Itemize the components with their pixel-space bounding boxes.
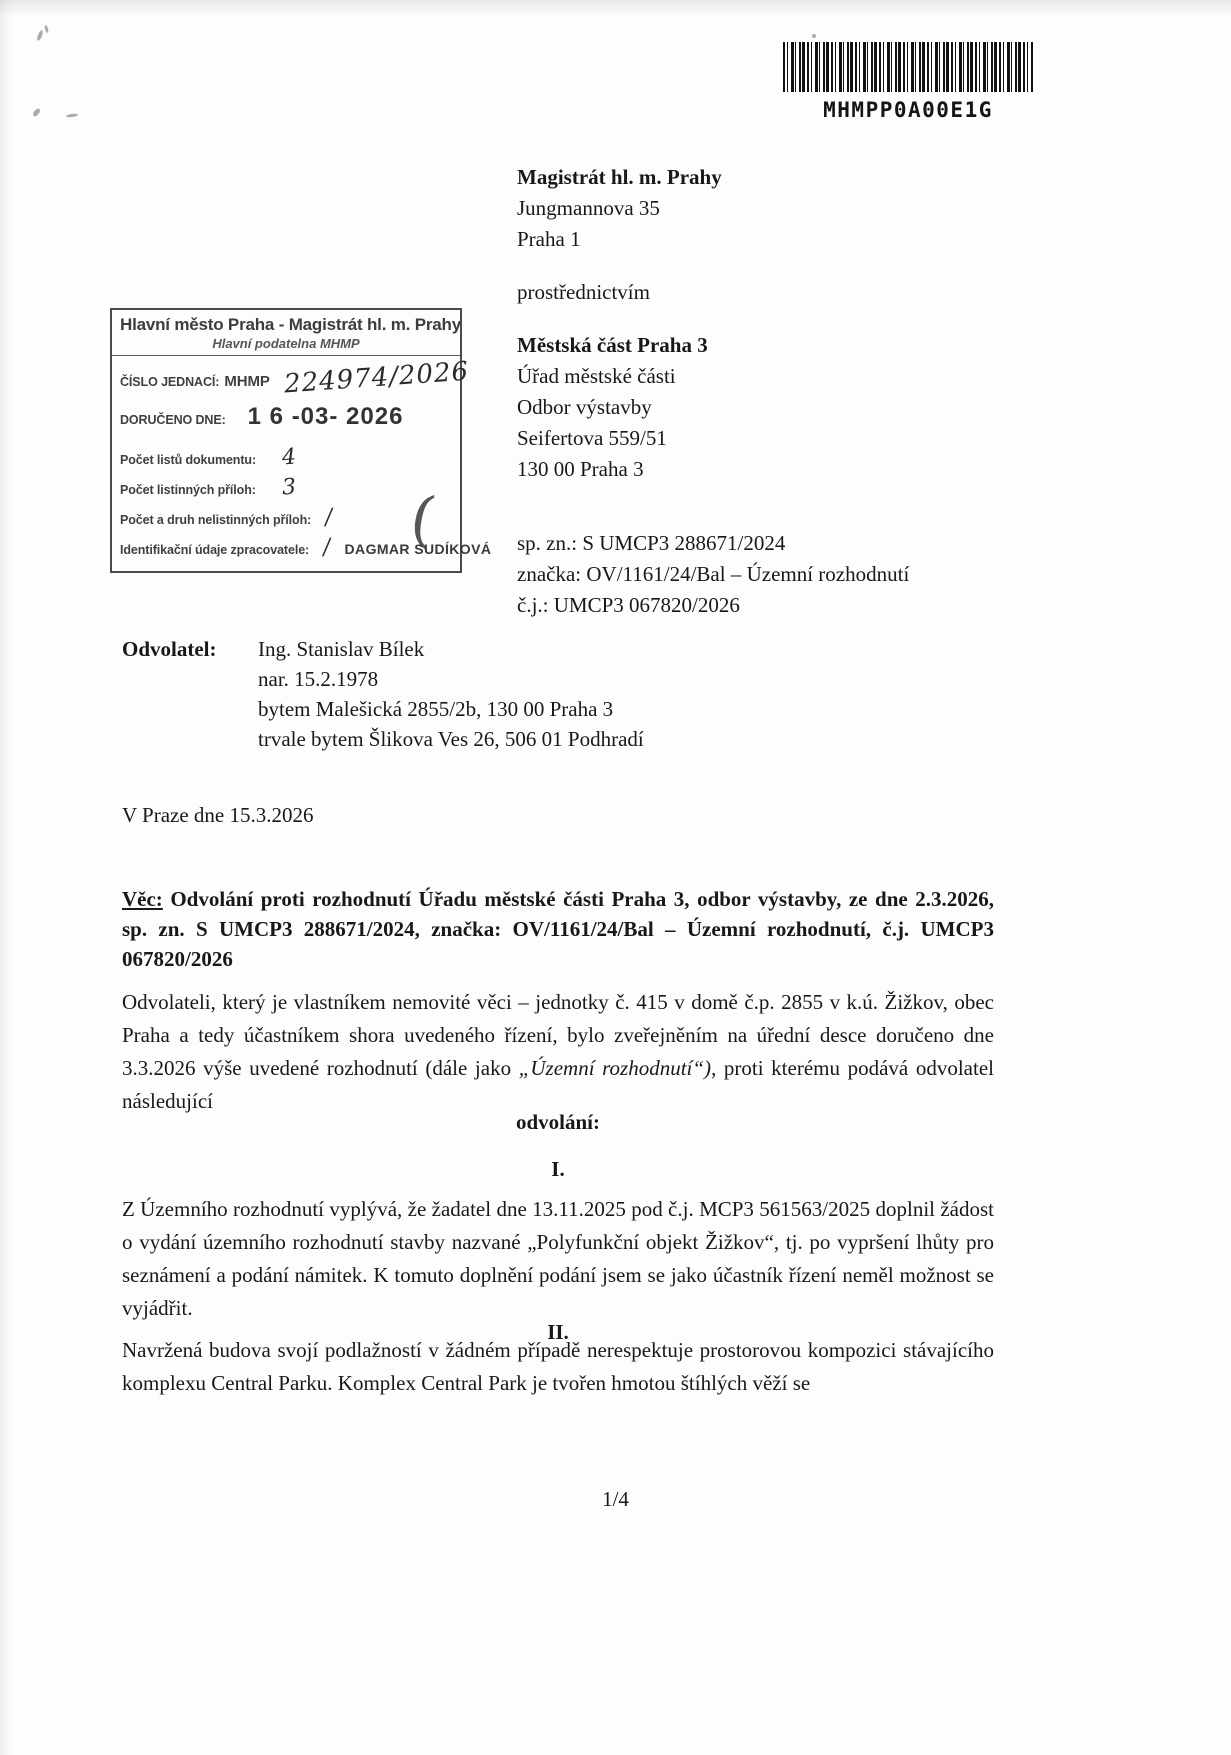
stamp-delivery-date-value: 1 6 -03- 2026 bbox=[247, 403, 404, 430]
stamp-reference-number-value: 224974/2026 bbox=[282, 356, 470, 400]
appellant-permanent-address: trvale bytem Šlikova Ves 26, 506 01 Podhradí bbox=[258, 727, 644, 751]
scan-edge-shadow-top bbox=[0, 0, 1231, 16]
stamp-processor-value: DAGMAR SUDÍKOVÁ bbox=[344, 541, 492, 557]
place-and-date: V Praze dne 15.3.2026 bbox=[122, 803, 314, 827]
stamp-signature-mark: ( bbox=[404, 482, 440, 556]
stamp-office-title: Hlavní město Praha - Magistrát hl. m. Prahy bbox=[120, 315, 461, 334]
appellant-born: nar. 15.2.1978 bbox=[258, 667, 379, 691]
section-i-paragraph: Z Územního rozhodnutí vyplývá, že žadatel dne 13.11.2025 pod č.j. MCP3 561563/2025 doplnil žádost o vydání územního rozhodnutí stavby nazvané „Polyfunkční objekt Žižkov“, tj. po vypršení lhůty pro seznámení a podání námitek. K tomuto doplnění podání jsem se jako účastník řízení neměl možnost se vyjádřit. bbox=[122, 1197, 994, 1320]
barcode-label: MHMPP0A00E1G bbox=[823, 98, 993, 122]
scan-speck bbox=[44, 25, 49, 34]
stamp-row-nonpaper-attachments bbox=[120, 505, 452, 530]
stamp-row-sheet-count bbox=[120, 445, 452, 470]
page-number: 1/4 bbox=[602, 1487, 629, 1511]
reference-znacka: značka: OV/1161/24/Bal – Územní rozhodnutí bbox=[517, 562, 910, 586]
stamp-office-subtitle: Hlavní podatelna MHMP bbox=[212, 336, 360, 351]
stamp-reference-number-prefix: MHMP bbox=[224, 373, 270, 390]
addressee-via: prostřednictvím bbox=[517, 280, 650, 304]
intro-paragraph bbox=[122, 986, 994, 1118]
addressee-secondary-line2: Odbor výstavby bbox=[517, 395, 652, 419]
stamp-header bbox=[112, 310, 460, 356]
appellant-name: Ing. Stanislav Bílek bbox=[258, 637, 425, 661]
stamp-row-reference-number bbox=[120, 356, 470, 400]
addressee-block bbox=[517, 162, 722, 485]
scan-speck bbox=[66, 113, 78, 118]
scan-speck bbox=[812, 34, 816, 38]
addressee-primary-street: Jungmannova 35 bbox=[517, 196, 660, 220]
stamp-reference-number-label: ČÍSLO JEDNACÍ: bbox=[120, 375, 220, 389]
barcode-image bbox=[783, 42, 1033, 92]
reference-sp-zn: sp. zn.: S UMCP3 288671/2024 bbox=[517, 531, 786, 555]
appellant-address: bytem Malešická 2855/2b, 130 00 Praha 3 bbox=[258, 697, 614, 721]
subject-line bbox=[122, 884, 994, 974]
spacer bbox=[517, 308, 722, 330]
stamp-delivery-date-label: DORUČENO DNE: bbox=[120, 413, 226, 427]
addressee-secondary-line1: Úřad městské části bbox=[517, 364, 676, 388]
intro-quoted-term: „Územní rozhodnutí“) bbox=[518, 1056, 712, 1080]
stamp-processor-slash: / bbox=[322, 534, 332, 561]
subject-label: Věc: bbox=[122, 887, 163, 911]
stamp-sheet-count-value: 4 bbox=[281, 444, 297, 471]
appellant-label: Odvolatel: bbox=[122, 637, 217, 661]
stamp-sheet-count-label: Počet listů dokumentu: bbox=[120, 453, 257, 467]
stamp-processor-label: Identifikační údaje zpracovatele: bbox=[120, 543, 310, 557]
section-ii-numeral: II. bbox=[547, 1320, 569, 1344]
reception-stamp bbox=[110, 308, 492, 573]
stamp-body bbox=[112, 356, 492, 571]
stamp-attachment-count-value: 3 bbox=[280, 474, 297, 501]
stamp-nonpaper-attachments-value: / bbox=[324, 504, 334, 531]
addressee-secondary-city: 130 00 Praha 3 bbox=[517, 457, 644, 481]
addressee-secondary-street: Seifertova 559/51 bbox=[517, 426, 667, 450]
addressee-secondary-name: Městská část Praha 3 bbox=[517, 333, 708, 357]
subject-text: Odvolání proti rozhodnutí Úřadu městské části Praha 3, odbor výstavby, ze dne 2.3.2026, sp. zn. S UMCP3 288671/2024, značka: OV/1161/24/Bal – Územní rozhodnutí, č.j. UMCP3 067820/2026 bbox=[122, 887, 994, 971]
appellant-details bbox=[258, 634, 644, 754]
barcode-block bbox=[783, 42, 1033, 122]
stamp-nonpaper-attachments-label: Počet a druh nelistinných příloh: bbox=[120, 513, 312, 527]
section-i-numeral: I. bbox=[551, 1157, 565, 1181]
stamp-attachment-count-label: Počet listinných příloh: bbox=[120, 483, 256, 497]
addressee-primary-city: Praha 1 bbox=[517, 227, 581, 251]
stamp-row-delivery-date bbox=[120, 403, 452, 431]
reference-block bbox=[517, 528, 909, 621]
spacer bbox=[517, 255, 722, 277]
appellant-block bbox=[122, 634, 644, 754]
scan-speck bbox=[32, 107, 42, 117]
stamp-row-attachment-count bbox=[120, 475, 452, 500]
intro-part-1: Odvolateli, který je vlastníkem nemovité věci – jednotky č. 415 v domě č.p. 2855 v k.ú. Žižkov, obec Praha a tedy účastníkem shora uvedeného řízení, bylo zveřejněním na úřední desce doručeno dne 3.3.2026 výše uvedené rozhodnutí (dále jako bbox=[122, 990, 994, 1080]
stamp-row-processor bbox=[120, 534, 492, 561]
intro-part-2: , proti kterému podává odvolatel následující bbox=[122, 1056, 994, 1113]
scan-speck bbox=[36, 30, 44, 42]
reference-cj: č.j.: UMCP3 067820/2026 bbox=[517, 593, 740, 617]
section-ii-paragraph: Navržená budova svojí podlažností v žádném případě nerespektuje prostorovou kompozici stávajícího komplexu Central Parku. Komplex Central Park je tvořen hmotou štíhlých věží se bbox=[122, 1338, 994, 1395]
addressee-primary-name: Magistrát hl. m. Prahy bbox=[517, 165, 722, 189]
appeal-heading: odvolání: bbox=[515, 1110, 601, 1134]
